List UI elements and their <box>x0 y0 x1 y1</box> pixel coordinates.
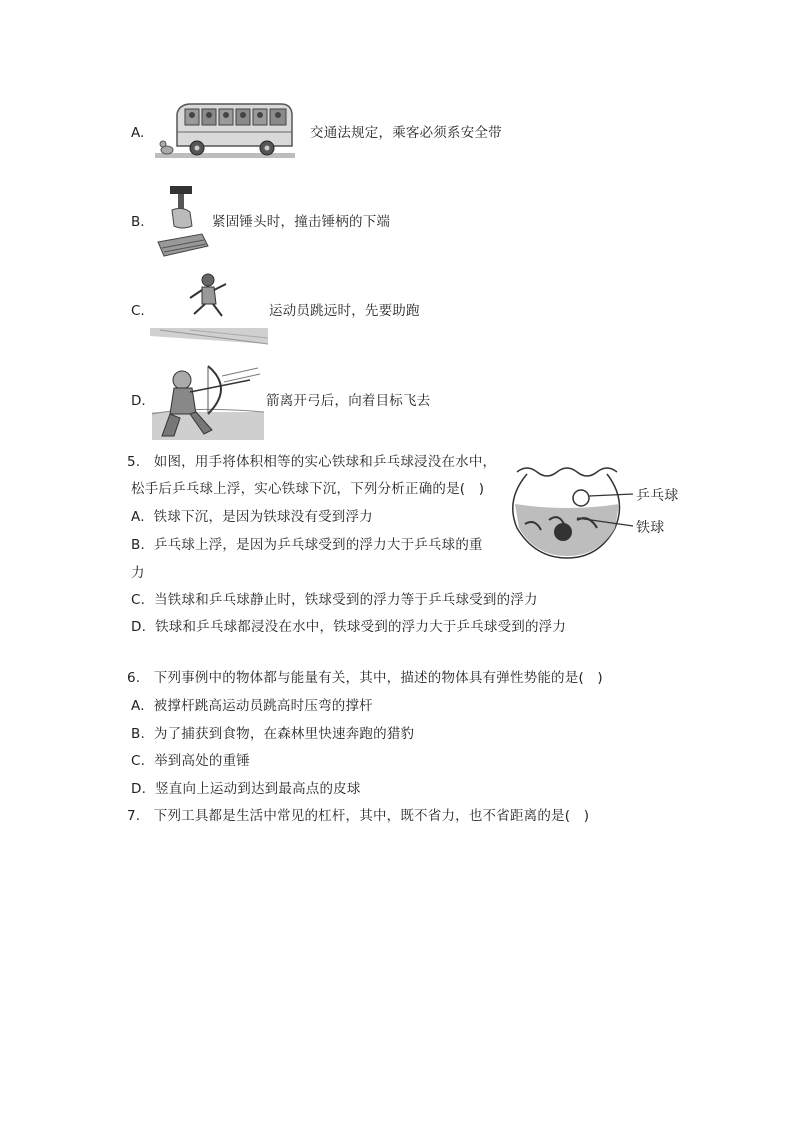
q5-stem-line-2: 松手后乒乓球上浮，实心铁球下沉，下列分析正确的是( ) <box>131 481 485 497</box>
q6-option-d: D. 竖直向上运动到达到最高点的皮球 <box>131 781 361 797</box>
q7-stem: 7. 下列工具都是生活中常见的杠杆，其中，既不省力，也不省距离的是( ) <box>127 808 590 824</box>
archer-illustration <box>152 362 264 440</box>
q6-option-c: C. 举到高处的重锤 <box>131 753 250 769</box>
long-jump-illustration <box>150 270 268 346</box>
option-b-text: 紧固锤头时，撞击锤柄的下端 <box>212 214 391 230</box>
option-d-letter: D. <box>131 393 146 409</box>
q5-stem-line-1: 5. 如图，用手将体积相等的实心铁球和乒乓球浸没在水中， <box>127 454 497 470</box>
q5-option-b-line-2: 力 <box>131 565 145 581</box>
option-d-text: 箭离开弓后，向着目标飞去 <box>266 393 431 409</box>
fishbowl-figure <box>505 460 690 560</box>
iron-ball-label: 铁球 <box>636 520 665 536</box>
option-c-letter: C. <box>131 303 145 319</box>
bus-illustration <box>155 100 295 162</box>
option-c-text: 运动员跳远时，先要助跑 <box>269 303 420 319</box>
option-b-letter: B. <box>131 214 145 230</box>
q6-option-b: B. 为了捕获到食物，在森林里快速奔跑的猎豹 <box>131 726 415 742</box>
option-a-text: 交通法规定，乘客必须系安全带 <box>310 125 502 141</box>
hammer-illustration <box>152 180 212 260</box>
q6-option-a: A. 被撑杆跳高运动员跳高时压弯的撑杆 <box>131 698 373 714</box>
q6-stem: 6. 下列事例中的物体都与能量有关，其中，描述的物体具有弹性势能的是( ) <box>127 670 603 686</box>
q5-option-d: D. 铁球和乒乓球都浸没在水中，铁球受到的浮力大于乒乓球受到的浮力 <box>131 619 567 635</box>
q5-option-b-line-1: B. 乒乓球上浮，是因为乒乓球受到的浮力大于乒乓球的重 <box>131 537 483 553</box>
option-a-letter: A. <box>131 125 145 141</box>
q5-option-a: A. 铁球下沉，是因为铁球没有受到浮力 <box>131 509 373 525</box>
pingpong-label: 乒乓球 <box>636 488 679 504</box>
q5-option-c: C. 当铁球和乒乓球静止时，铁球受到的浮力等于乒乓球受到的浮力 <box>131 592 538 608</box>
